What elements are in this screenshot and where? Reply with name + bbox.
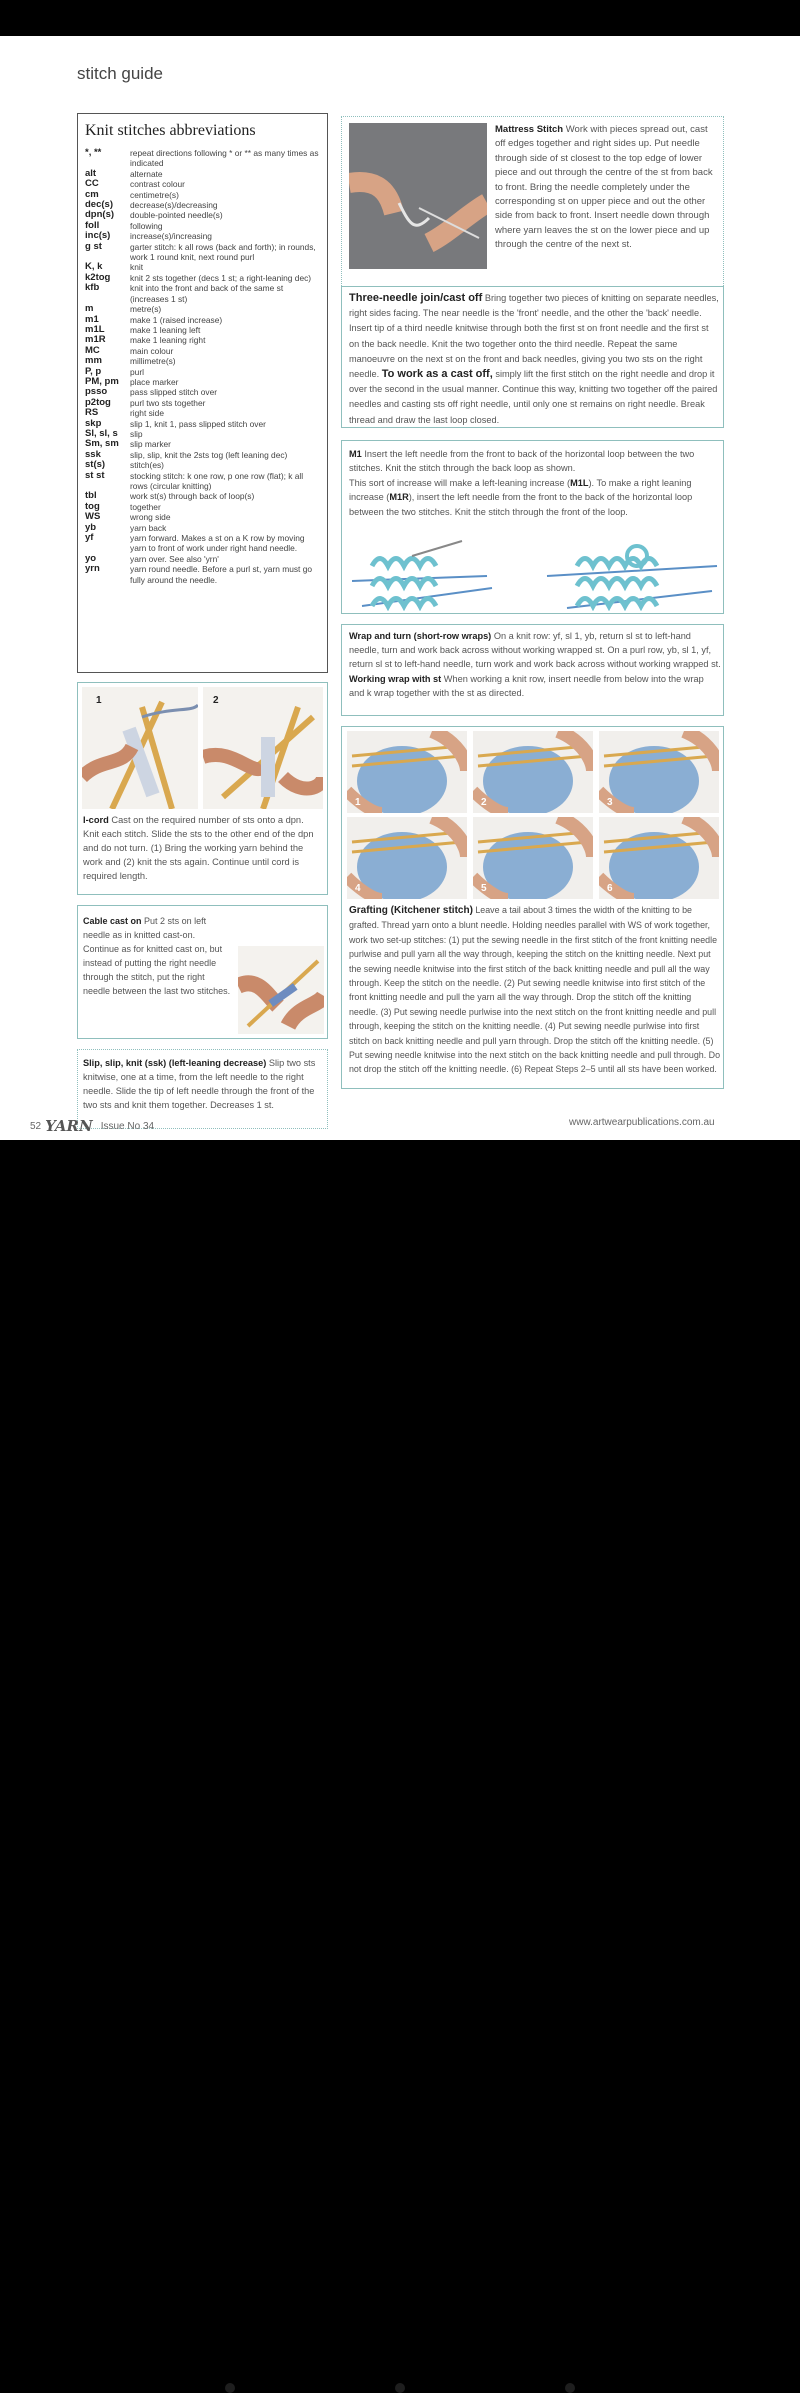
mattress-stitch-illustration bbox=[349, 123, 487, 269]
abbreviation-term: yrn bbox=[85, 563, 100, 575]
wrap-and-turn-text: On a knit row: yf, sl 1, yb, return sl st to left-hand needle, turn and work back across without working wrapped st. On a purl row, yb, sl 1, yf, return sl st to left-hand needle, turn work and work back across without working wrapped st. bbox=[349, 631, 721, 670]
grafting-step-photo bbox=[473, 731, 593, 813]
abbreviation-row bbox=[85, 315, 320, 325]
abbreviation-definition: stitch(es) bbox=[130, 460, 164, 471]
grafting-step-number: 3 bbox=[607, 797, 613, 808]
grafting-text-block bbox=[349, 903, 721, 1077]
abbreviation-term: alt bbox=[85, 167, 97, 179]
grafting-step-number: 6 bbox=[607, 883, 613, 894]
ssk-title: Slip, slip, knit (ssk) (left-leaning decrease) bbox=[83, 1058, 267, 1068]
abbreviation-definition: increase(s)/increasing bbox=[130, 231, 212, 242]
abbreviation-term: PM, pm bbox=[85, 375, 119, 387]
abbreviation-term: cm bbox=[85, 188, 99, 200]
abbreviation-row bbox=[85, 533, 320, 554]
cable-cast-on-text: Put 2 sts on left needle as in knitted cast-on. Continue as for knitted cast on, but instead of putting the right needle through the stitch, put the right needle between the last two stitches. bbox=[83, 916, 231, 996]
grafting-step-number: 4 bbox=[355, 883, 361, 894]
abbreviation-definition: wrong side bbox=[130, 512, 171, 523]
abbreviation-row bbox=[85, 564, 320, 585]
abbreviations-box bbox=[77, 113, 328, 673]
abbreviation-row bbox=[85, 450, 320, 460]
abbreviation-term: ssk bbox=[85, 448, 101, 460]
abbreviation-term: yf bbox=[85, 532, 94, 544]
abbreviation-term: mm bbox=[85, 355, 102, 367]
three-needle-cast-off-label: To work as a cast off, bbox=[381, 368, 493, 381]
grafting-step-photo bbox=[347, 731, 467, 813]
abbreviation-row bbox=[85, 346, 320, 356]
yarn-logo: YARN bbox=[45, 1117, 93, 1135]
m1-title: M1 bbox=[349, 449, 362, 459]
abbreviation-definition: main colour bbox=[130, 345, 174, 356]
cable-cast-on-title: Cable cast on bbox=[83, 916, 142, 926]
magazine-page bbox=[0, 36, 800, 1140]
navigation-bar bbox=[0, 1140, 800, 1280]
abbreviation-row bbox=[85, 210, 320, 220]
abbreviation-term: CC bbox=[85, 178, 99, 190]
grafting-title: Grafting (Kitchener stitch) bbox=[349, 905, 473, 916]
grafting-box bbox=[341, 726, 724, 1089]
back-icon[interactable] bbox=[225, 2383, 235, 2393]
abbreviation-definition: metre(s) bbox=[130, 304, 162, 315]
abbreviation-definition: contrast colour bbox=[130, 179, 185, 190]
icord-text-block bbox=[83, 813, 321, 883]
abbreviation-definition: double-pointed needle(s) bbox=[130, 210, 223, 221]
wrap-and-turn-title: Wrap and turn (short-row wraps) bbox=[349, 631, 492, 641]
abbreviation-term: MC bbox=[85, 344, 100, 356]
abbreviations-title: Knit stitches abbreviations bbox=[85, 122, 256, 139]
abbreviation-term: RS bbox=[85, 407, 99, 419]
m1r-label: M1R bbox=[389, 492, 409, 503]
abbreviation-definition: purl two sts together bbox=[130, 397, 206, 408]
footer-left bbox=[30, 1117, 154, 1135]
abbreviation-row bbox=[85, 221, 320, 231]
abbreviation-definition: slip bbox=[130, 428, 143, 439]
abbreviation-row bbox=[85, 554, 320, 564]
mattress-stitch-text-block bbox=[495, 123, 717, 253]
abbreviation-definition: yarn over. See also 'yrn' bbox=[130, 553, 219, 564]
abbreviation-row bbox=[85, 283, 320, 304]
abbreviation-row bbox=[85, 387, 320, 397]
icord-step-1: 1 bbox=[96, 695, 102, 706]
three-needle-box bbox=[341, 286, 724, 428]
abbreviation-term: skp bbox=[85, 417, 102, 429]
abbreviation-definition: slip marker bbox=[130, 439, 171, 450]
icord-title: I-cord bbox=[83, 815, 109, 825]
m1-text-2a: This sort of increase will make a left-leaning increase ( bbox=[349, 477, 571, 488]
abbreviation-term: st(s) bbox=[85, 459, 106, 471]
m1-text-block bbox=[349, 447, 721, 519]
issue-number: Issue No 34 bbox=[100, 1120, 155, 1132]
three-needle-title: Three-needle join/cast off bbox=[349, 292, 483, 304]
mattress-stitch-photo bbox=[349, 123, 487, 269]
abbreviation-term: WS bbox=[85, 511, 101, 523]
abbreviation-definition: yarn round needle. Before a purl st, yarn must go fully around the needle. bbox=[130, 564, 313, 585]
abbreviation-row bbox=[85, 231, 320, 241]
abbreviation-row bbox=[85, 377, 320, 387]
abbreviation-definition: stocking stitch: k one row, p one row (flat); k all rows (circular knitting) bbox=[130, 470, 304, 491]
abbreviation-row bbox=[85, 491, 320, 501]
abbreviation-term: foll bbox=[85, 219, 100, 231]
abbreviation-definition: knit into the front and back of the same st (increases 1 st) bbox=[130, 283, 284, 304]
abbreviation-term: psso bbox=[85, 386, 108, 398]
abbreviation-row bbox=[85, 429, 320, 439]
cable-cast-on-photo bbox=[238, 946, 324, 1034]
recent-apps-icon[interactable] bbox=[565, 2383, 575, 2393]
abbreviation-row bbox=[85, 471, 320, 492]
m1-box bbox=[341, 440, 724, 614]
abbreviation-term: m bbox=[85, 303, 94, 315]
grafting-text: Leave a tail about 3 times the width of the knitting to be grafted. Thread yarn onto a blunt needle. Holding needles parallel with WS of work together, work two set-up stitches: (1) put the sewing needle in the first stitch of the front knitting needle purlwise and pull yarn all the way through, keeping the stitch on the knitting needle. Next put the sewing needle knitwise into the first stitch of the back knitting needle and pull all the way through. Keep the stitch on the needle. (2) Put sewing needle knitwise into first stitch of the front knitting needle and pull the yarn all the way through. Drop the stitch off the knitting needle. (3) Put sewing needle purlwise into the next stitch on the front knitting needle and pull through, keeping the stitch on the knitting needle. (4) Put sewing needle purlwise into first stitch on back knitting needle and pull yarn through. Drop the stitch off the knitting needle. (5) Put sewing needle knitwise into the next stitch on the back knitting needle and pull through. Do not drop the stitch off the knitting needle. (6) Repeat Steps 2–5 until all sts have been worked. bbox=[349, 905, 721, 1075]
icord-knitting-illustration bbox=[203, 687, 323, 809]
m1l-label: M1L bbox=[570, 477, 589, 488]
grafting-step-illustration bbox=[347, 817, 467, 899]
abbreviation-term: m1L bbox=[85, 323, 105, 335]
abbreviation-definition: make 1 leaning right bbox=[130, 335, 206, 346]
abbreviations-list bbox=[85, 148, 320, 585]
abbreviation-term: inc(s) bbox=[85, 230, 111, 242]
abbreviation-term: dpn(s) bbox=[85, 209, 115, 221]
abbreviation-row bbox=[85, 398, 320, 408]
grafting-step-photo bbox=[599, 817, 719, 899]
abbreviation-term: yo bbox=[85, 552, 97, 564]
abbreviation-term: Sl, sl, s bbox=[85, 427, 118, 439]
abbreviation-row bbox=[85, 325, 320, 335]
wrap-and-turn-text-block bbox=[349, 629, 721, 700]
three-needle-text-block bbox=[349, 291, 721, 428]
grafting-step-number: 2 bbox=[481, 797, 487, 808]
grafting-step-illustration bbox=[473, 817, 593, 899]
ssk-text: Slip two sts knitwise, one at a time, from the left needle to the right needle. Slide the tip of left needle through the front of the two sts and knit them together. Decreases 1 st. bbox=[83, 1058, 316, 1110]
abbreviation-definition: make 1 leaning left bbox=[130, 324, 201, 335]
abbreviation-term: dec(s) bbox=[85, 199, 113, 211]
wrap-and-turn-box bbox=[341, 624, 724, 716]
abbreviation-definition: work st(s) through back of loop(s) bbox=[130, 491, 255, 502]
abbreviation-definition: following bbox=[130, 220, 163, 231]
abbreviation-term: st st bbox=[85, 469, 105, 481]
icord-step-2: 2 bbox=[213, 695, 219, 706]
abbreviation-definition: millimetre(s) bbox=[130, 356, 176, 367]
abbreviation-row bbox=[85, 523, 320, 533]
abbreviation-term: tog bbox=[85, 500, 100, 512]
abbreviation-definition: yarn back bbox=[130, 522, 167, 533]
abbreviation-row bbox=[85, 200, 320, 210]
icord-box bbox=[77, 682, 328, 895]
abbreviation-definition: yarn forward. Makes a st on a K row by moving yarn to front of work under right hand needle. bbox=[130, 533, 305, 554]
abbreviation-definition: purl bbox=[130, 366, 144, 377]
cable-cast-on-illustration bbox=[238, 946, 324, 1034]
mattress-stitch-text: Work with pieces spread out, cast off edges together and right sides up. Put needle through side of st closest to the top edge of lower piece and out through the centre of the st from back to front. Bring the needle completely under the corresponding st on upper piece and out the other side from back to front. Insert needle down through where yarn leaves the st on the lower piece and up through the centre of the next st. bbox=[495, 124, 713, 251]
icord-text: Cast on the required number of sts onto a dpn. Knit each stitch. Slide the sts to the other end of the dpn and do not turn. (1) Bring the working yarn behind the work and (2) knit the sts again. Continue until cord is required length. bbox=[83, 815, 314, 881]
icord-photo-2 bbox=[203, 687, 323, 809]
abbreviation-definition: garter stitch: k all rows (back and forth); in rounds, work 1 round knit, next round purl bbox=[130, 241, 316, 263]
abbreviation-definition: centimetre(s) bbox=[130, 189, 179, 200]
abbreviation-term: yb bbox=[85, 521, 97, 533]
abbreviation-row bbox=[85, 335, 320, 345]
abbreviation-row bbox=[85, 148, 320, 169]
working-wrap-title: Working wrap with st bbox=[349, 673, 442, 684]
abbreviation-row bbox=[85, 242, 320, 263]
grafting-step-illustration bbox=[599, 817, 719, 899]
abbreviation-definition: together bbox=[130, 501, 161, 512]
mattress-stitch-box bbox=[341, 116, 724, 308]
cable-cast-on-box bbox=[77, 905, 328, 1039]
abbreviation-term: p2tog bbox=[85, 396, 111, 408]
abbreviation-term: P, p bbox=[85, 365, 102, 377]
icord-photo-1 bbox=[82, 687, 198, 809]
grafting-step-illustration bbox=[599, 731, 719, 813]
abbreviation-term: Sm, sm bbox=[85, 438, 119, 450]
three-needle-text-2: simply lift the first stitch on the right needle and drop it over the second in the usual manner. Continue this way, knitting two together off the paired needles and casting sts off right needle, until only one st remains on right needle. Break thread and draw the last loop closed. bbox=[349, 369, 718, 425]
m1-text-1: Insert the left needle from the front to back of the horizontal loop between the two stitches. Knit the stitch through the back loop as shown. bbox=[349, 449, 695, 474]
m1-text-2c: ), insert the left needle from the front to the back of the horizontal loop between the two stitches. Knit the stitch through the front of the loop. bbox=[349, 492, 693, 517]
home-icon[interactable] bbox=[395, 2383, 405, 2393]
grafting-step-number: 1 bbox=[355, 797, 361, 808]
grafting-step-photo bbox=[599, 731, 719, 813]
abbreviation-term: g st bbox=[85, 240, 102, 252]
abbreviation-row bbox=[85, 190, 320, 200]
abbreviation-row bbox=[85, 367, 320, 377]
abbreviation-definition: pass slipped stitch over bbox=[130, 387, 218, 398]
grafting-step-illustration bbox=[473, 731, 593, 813]
abbreviation-definition: slip 1, knit 1, pass slipped stitch over bbox=[130, 418, 266, 429]
abbreviation-definition: knit 2 sts together (decs 1 st; a right-leaning dec) bbox=[130, 272, 312, 283]
abbreviation-definition: right side bbox=[130, 408, 164, 419]
abbreviation-term: tbl bbox=[85, 490, 97, 502]
abbreviation-term: K, k bbox=[85, 261, 103, 273]
m1-text-2b: ). To make a right leaning increase ( bbox=[349, 477, 692, 503]
grafting-step-photo bbox=[347, 817, 467, 899]
abbreviation-row bbox=[85, 179, 320, 189]
abbreviation-row bbox=[85, 439, 320, 449]
abbreviation-row bbox=[85, 460, 320, 470]
abbreviation-row bbox=[85, 169, 320, 179]
abbreviation-row bbox=[85, 262, 320, 272]
abbreviation-definition: alternate bbox=[130, 168, 163, 179]
m1-illustrations bbox=[352, 536, 722, 611]
footer-url: www.artwearpublications.com.au bbox=[569, 1117, 715, 1128]
abbreviation-row bbox=[85, 408, 320, 418]
abbreviation-row bbox=[85, 356, 320, 366]
abbreviation-definition: make 1 (raised increase) bbox=[130, 314, 223, 325]
m1-left-diagram bbox=[352, 541, 492, 606]
abbreviation-term: k2tog bbox=[85, 271, 111, 283]
mattress-stitch-title: Mattress Stitch bbox=[495, 124, 564, 135]
page-number: 52 bbox=[30, 1120, 42, 1132]
abbreviation-row bbox=[85, 512, 320, 522]
grafting-step-photo bbox=[473, 817, 593, 899]
cable-cast-on-text-block bbox=[83, 914, 233, 998]
abbreviation-term: *, ** bbox=[85, 147, 102, 158]
grafting-step-illustration bbox=[347, 731, 467, 813]
abbreviation-row bbox=[85, 419, 320, 429]
abbreviation-definition: knit bbox=[130, 262, 144, 273]
abbreviation-definition: place marker bbox=[130, 376, 179, 387]
ssk-text-block bbox=[83, 1056, 323, 1112]
abbreviation-definition: decrease(s)/decreasing bbox=[130, 200, 218, 211]
abbreviation-definition: repeat directions following * or ** as many times as indicated bbox=[130, 148, 319, 169]
abbreviation-term: m1 bbox=[85, 313, 99, 325]
three-needle-text-1: Bring together two pieces of knitting on separate needles, right sides facing. The near needle is the 'front' needle, and the other the 'back' needle. Insert tip of a third needle knitwise through both the first st on front needle and the first st on the back needle. Knit the two together onto the third needle. Repeat the same manoeuvre on the next st on the front and back needles, giving you two sts on the right needle. bbox=[349, 293, 719, 380]
abbreviation-term: kfb bbox=[85, 282, 100, 294]
page-title: stitch guide bbox=[77, 64, 163, 83]
grafting-photo-grid bbox=[347, 731, 721, 901]
abbreviation-row bbox=[85, 502, 320, 512]
abbreviation-definition: slip, slip, knit the 2sts tog (left leaning dec) bbox=[130, 449, 288, 460]
grafting-step-number: 5 bbox=[481, 883, 487, 894]
abbreviation-row bbox=[85, 273, 320, 283]
abbreviation-row bbox=[85, 304, 320, 314]
working-wrap-text: When working a knit row, insert needle from below into the wrap and k wrap together with the st as directed. bbox=[349, 673, 704, 698]
abbreviation-term: m1R bbox=[85, 334, 106, 346]
m1-right-diagram bbox=[547, 546, 717, 608]
